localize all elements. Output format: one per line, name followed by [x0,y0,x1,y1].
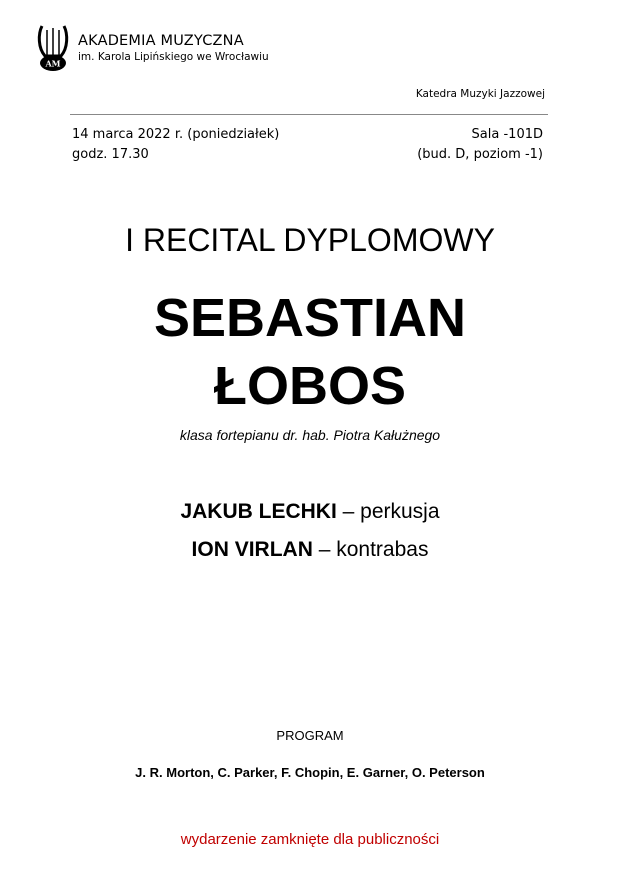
institution-name: AKADEMIA MUZYCZNA [78,33,244,49]
department-name: Katedra Muzyki Jazzowej [415,88,545,100]
musician-role: – kontrabas [318,538,429,561]
event-location [417,125,543,165]
musician-role: – perkusja [342,500,440,523]
musician-name: ION VIRLAN [191,538,313,561]
musician-line [0,538,620,562]
recital-title: I RECITAL DYPLOMOWY [125,222,495,258]
event-datetime [72,125,279,165]
event-time: godz. 17.30 [72,147,149,162]
event-room: Sala -101D [471,127,543,142]
event-building: (bud. D, poziom -1) [417,147,543,162]
musician-name: JAKUB LECHKI [180,500,337,523]
performer-first-name: SEBASTIAN [153,288,467,348]
performer-last-name: ŁOBOS [213,356,406,416]
program-heading: PROGRAM [276,728,344,743]
divider [70,114,548,115]
lyre-logo-icon [36,22,70,74]
event-date: 14 marca 2022 r. (poniedziałek) [72,127,280,142]
musician-line [0,500,620,524]
svg-text:AM: AM [45,58,61,69]
performer-class: klasa fortepianu dr. hab. Piotra Kałużnego [179,427,441,443]
institution-header [36,22,269,74]
program-composers: J. R. Morton, C. Parker, F. Chopin, E. Garner, O. Peterson [135,765,485,780]
institution-subtitle: im. Karola Lipińskiego we Wrocławiu [78,51,269,63]
closed-event-notice: wydarzenie zamknięte dla publiczności [180,831,440,848]
